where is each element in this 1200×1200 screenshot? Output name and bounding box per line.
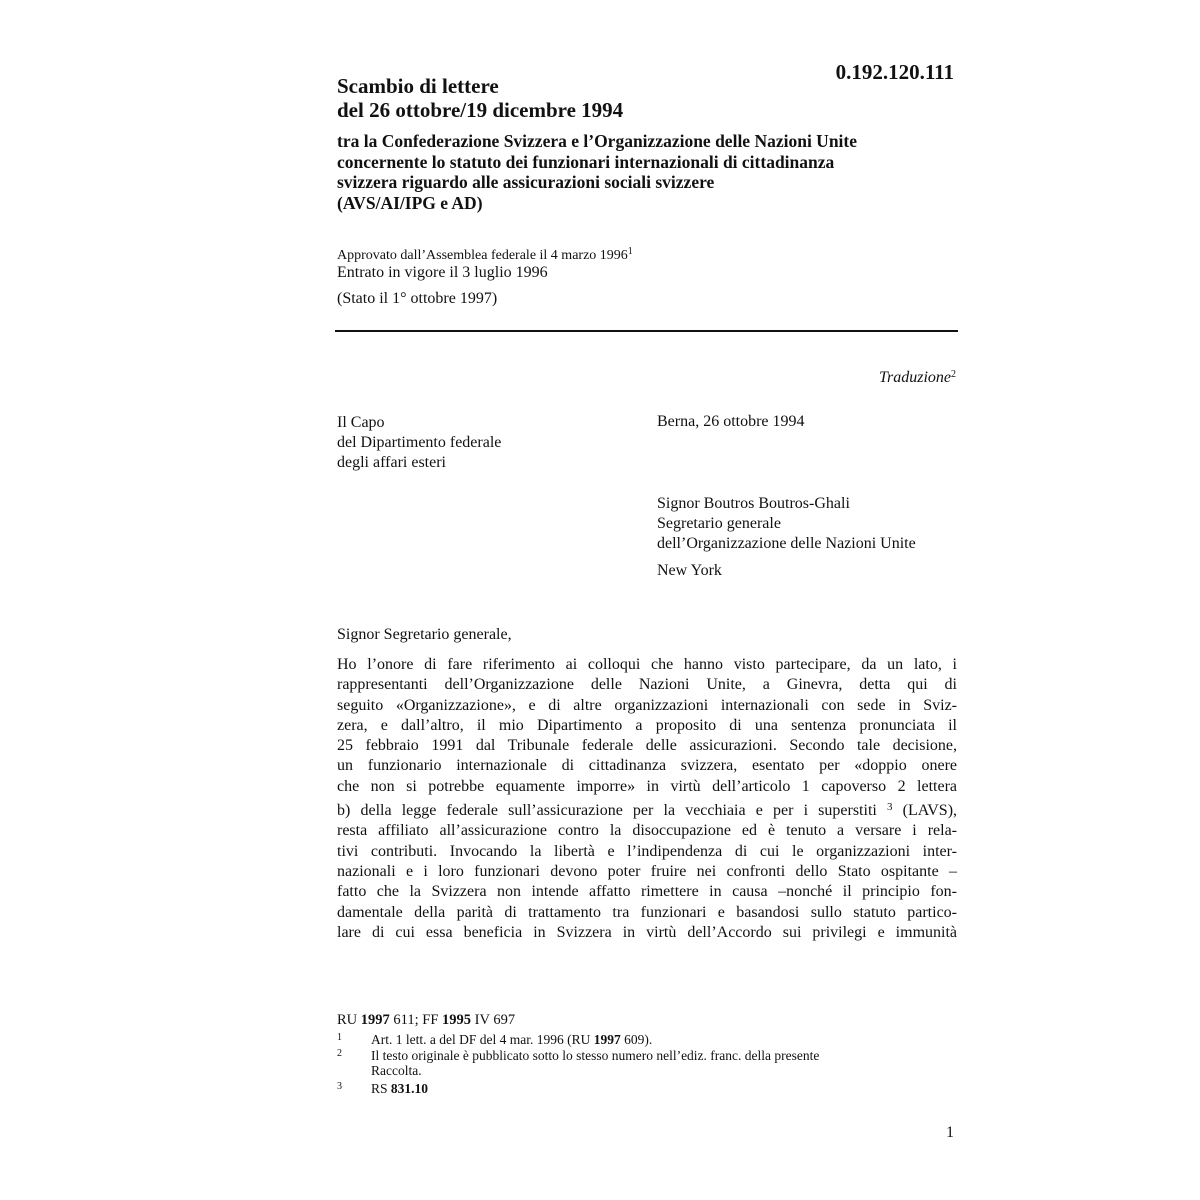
translation-label [879,369,956,387]
footnote-ref-3[interactable]: 3 [887,801,893,814]
body-line: Ho l’onore di fare riferimento ai colloqui che hanno visto partecipare, da un lato, i [337,656,957,673]
footnote-ref-1[interactable]: 1 [627,246,633,257]
page-number: 1 [946,1124,954,1141]
footnote-ref-2[interactable]: 2 [951,369,956,380]
document-title [337,74,623,122]
body-line-tail: (LAVS), [902,802,958,820]
source-ru-label: RU [337,1012,358,1028]
document-subtitle [337,131,857,213]
subtitle-line: svizzera riguardo alle assicurazioni sociali svizzere [337,172,715,192]
source-ff-ref: IV 697 [474,1012,516,1028]
recipient-city: New York [657,562,722,579]
header-divider [335,330,958,332]
footnote-bold: 1997 [593,1032,621,1047]
sender-line: degli affari esteri [337,454,446,471]
footnote-number: 2 [337,1048,342,1059]
footnote-text [371,1032,652,1047]
title-line: Scambio di lettere [337,74,499,98]
footnote-bold: 831.10 [390,1081,429,1096]
footnote-text [371,1081,428,1096]
body-line-with-note [337,797,957,821]
body-line: zera, e dall’altro, il mio Dipartimento a proposito di una sentenza pronunciata il [337,716,957,734]
recipient-line: dell’Organizzazione delle Nazioni Unite [657,535,916,552]
source-ru-page: 611; FF [393,1012,439,1028]
sender-line: del Dipartimento federale [337,434,502,451]
body-line: seguito «Organizzazione», e di altre organizzazioni internazionali con sede in Sviz- [337,696,957,714]
footnote-text-part: RS [371,1081,391,1096]
sender-line: Il Capo [337,414,385,431]
body-line: che non si potrebbe equamente imporre» in virtù dell’articolo 1 capoverso 2 lettera [337,777,957,795]
footnote-text-part: 609). [620,1032,653,1047]
source-ff-year: 1995 [442,1012,472,1028]
body-line: rappresentanti dell’Organizzazione delle Nazioni Unite, a Ginevra, detta qui di [337,676,957,694]
footnote-text-part: Art. 1 lett. a del DF del 4 mar. 1996 (RU [371,1032,594,1047]
letter-salutation: Signor Segretario generale, [337,626,512,643]
in-force-date: Entrato in vigore il 3 luglio 1996 [337,264,548,281]
subtitle-line: concernente lo statuto dei funzionari internazionali di cittadinanza [337,151,835,172]
body-line: damentale della parità di trattamento tra funzionari e basandosi sullo statuto partico- [337,903,957,921]
status-date: (Stato il 1° ottobre 1997) [337,290,498,307]
footnote-line: Raccolta. [371,1063,422,1078]
body-line: resta affiliato all’assicurazione contro la disoccupazione ed è tenuto a versare i rela- [337,822,957,840]
body-line: 25 febbraio 1991 dal Tribunale federale delle assicurazioni. Secondo tale decisione, [337,737,957,755]
letter-recipient [657,494,916,554]
letter-sender [337,413,501,473]
footnote-text [371,1048,819,1078]
body-line: fatto che la Svizzera non intende affatto rimettere in causa –nonché il principio fon- [337,883,957,901]
recipient-line: Segretario generale [657,515,781,532]
body-line: un funzionario internazionale di cittadinanza svizzera, esentato per «doppio onere [337,757,957,775]
subtitle-line: (AVS/AI/IPG e AD) [337,192,483,213]
approval-text: Approvato dall’Assemblea federale il 4 marzo 1996 [337,248,628,263]
footnote-number: 3 [337,1081,342,1092]
body-line: tivi contributi. Invocando la libertà e l’indipendenza di cui le organizzazioni inter- [337,842,957,860]
letter-body [337,655,957,943]
footnote-number: 1 [337,1032,342,1043]
body-line-text: b) della legge federale sull’assicurazione per la vecchiaia e per i superstiti [337,802,877,820]
body-line: nazionali e i loro funzionari devono poter fruire nei confronti dello Stato ospitante – [337,862,957,880]
letter-place-date: Berna, 26 ottobre 1994 [657,413,805,430]
source-ru-year: 1997 [360,1012,390,1028]
approval-note [337,246,633,264]
sr-number: 0.192.120.111 [835,60,954,84]
translation-text: Traduzione [878,369,951,386]
title-line: del 26 ottobre/19 dicembre 1994 [337,98,624,122]
subtitle-line: tra la Confederazione Svizzera e l’Organizzazione delle Nazioni Unite [337,131,858,151]
official-sources [337,1012,515,1029]
recipient-line: Signor Boutros Boutros-Ghali [657,495,850,512]
body-line: lare di cui essa beneficia in Svizzera in virtù dell’Accordo sui privilegi e immunità [337,923,957,941]
footnote-line: Il testo originale è pubblicato sotto lo stesso numero nell’ediz. franc. della presente [371,1048,820,1063]
